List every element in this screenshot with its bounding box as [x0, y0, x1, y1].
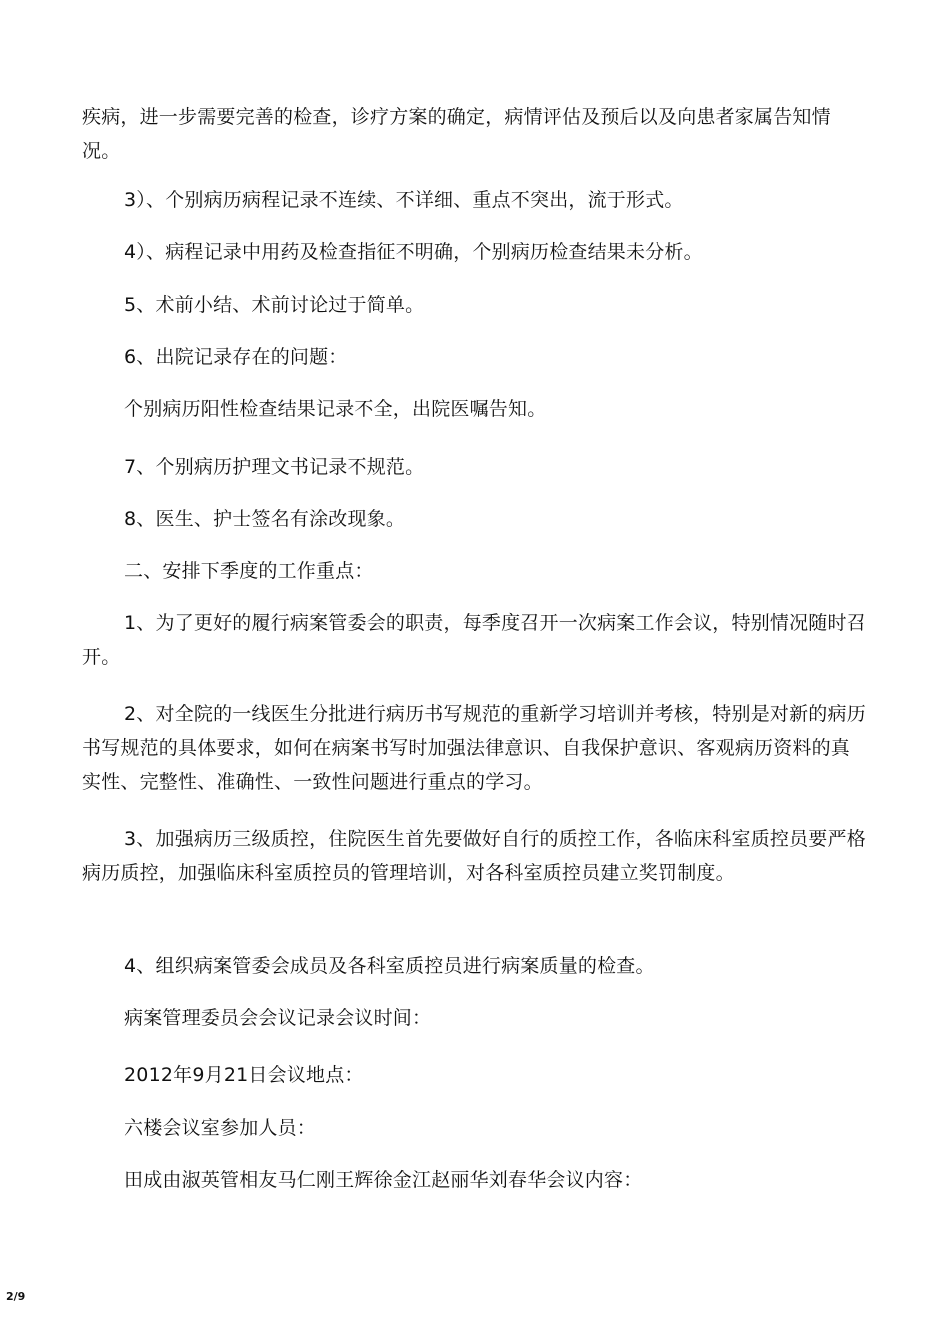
paragraph-item-6: 6、出院记录存在的问题：	[124, 346, 348, 368]
paragraph-item-3: 3）、个别病历病程记录不连续、不详细、重点不突出，流于形式。	[124, 189, 684, 211]
paragraph-item-7: 7、个别病历护理文书记录不规范。	[124, 456, 425, 478]
paragraph-plan-2: 2、对全院的一线医生分批进行病历书写规范的重新学习培训并考核，特别是对新的病历书写规范的具体要求，如何在病案书写时加强法律意识、自我保护意识、客观病历资料的真实性、完整性、准确性、一致性问题进行重点的学习。	[82, 703, 866, 793]
paragraph-continuation: 疾病，进一步需要完善的检查，诊疗方案的确定，病情评估及预后以及向患者家属告知情况。	[82, 106, 831, 162]
section-heading-2: 二、安排下季度的工作重点：	[124, 560, 374, 582]
paragraph-meeting-date: 2012年9月21日会议地点：	[124, 1064, 364, 1086]
paragraph-meeting-time: 病案管理委员会会议记录会议时间：	[124, 1007, 432, 1029]
paragraph-item-6-detail: 个别病历阳性检查结果记录不全，出院医嘱告知。	[124, 398, 547, 420]
paragraph-meeting-location: 六楼会议室参加人员：	[124, 1117, 317, 1139]
paragraph-plan-1: 1、为了更好的履行病案管委会的职责，每季度召开一次病案工作会议，特别情况随时召开。	[82, 612, 866, 668]
paragraph-plan-4: 4、组织病案管委会成员及各科室质控员进行病案质量的检查。	[124, 955, 655, 977]
paragraph-attendees: 田成由淑英管相友马仁刚王辉徐金江赵丽华刘春华会议内容：	[124, 1169, 643, 1191]
paragraph-plan-3: 3、加强病历三级质控，住院医生首先要做好自行的质控工作，各临床科室质控员要严格病历质控，加强临床科室质控员的管理培训，对各科室质控员建立奖罚制度。	[82, 828, 866, 884]
paragraph-item-5: 5、术前小结、术前讨论过于简单。	[124, 294, 425, 316]
page-indicator: 2/9	[6, 1290, 26, 1303]
paragraph-item-4: 4）、病程记录中用药及检查指征不明确，个别病历检查结果未分析。	[124, 241, 703, 263]
paragraph-item-8: 8、医生、护士签名有涂改现象。	[124, 508, 406, 530]
